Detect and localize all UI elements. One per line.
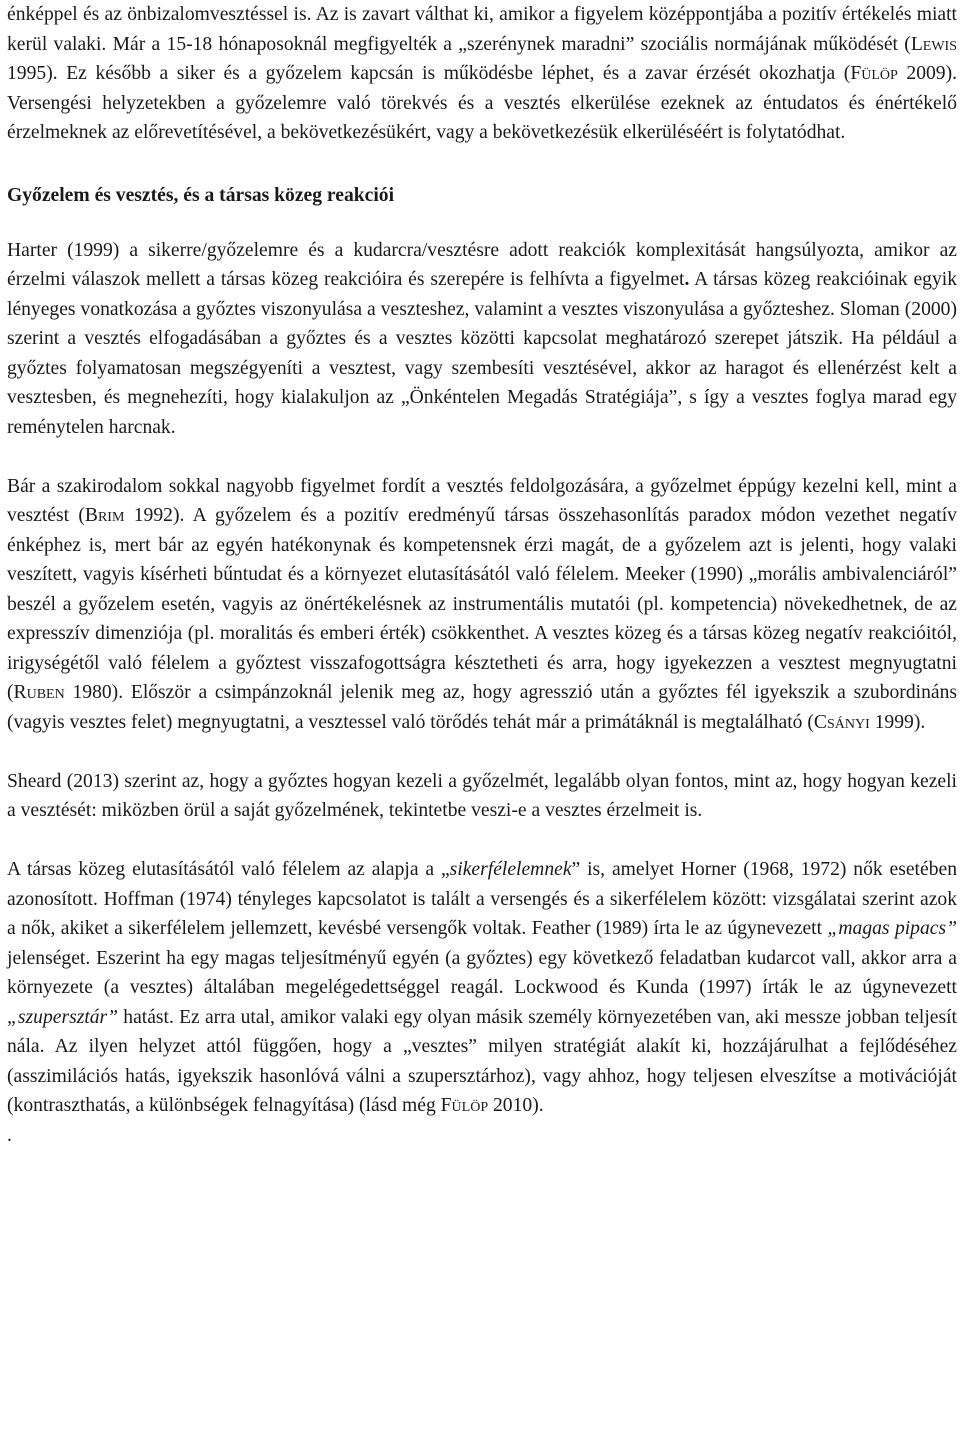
text-run: ” is, amelyet Horner (1968, 1972) nők esetében azonosított. Hoffman (1974) tényleges kapcsolatot is talált a versengés és a sikerfélelem között: vizsgálatai szerint azok a nők, akiket a sikerfélelem jellemzett, kevésbé versengők voltak. Feather (1989) írta le az úgynevezett: [7, 859, 957, 939]
text-run: Sheard (2013) szerint az, hogy a győztes hogyan kezeli a győzelmét, legalább olyan fontos, mint az, hogy hogyan kezeli a vesztését: miközben örül a saját győzelmének, tekintetbe veszi-e a vesztes érzelmeit is.: [7, 770, 957, 821]
text-run: Bár a szakirodalom sokkal nagyobb figyelmet fordít a vesztés feldolgozására, a győzelmet éppúgy kezelni kell, mint a vesztést (: [7, 475, 957, 526]
paragraph-harter: Harter (1999) a sikerre/győzelemre és a kudarcra/vesztésre adott reakciók komplexitását hangsúlyozta, amikor az érzelmi válaszok mellett a társas közeg reakcióira és szerepére is felhívta a figyelmet. A társas közeg reakcióinak egyik lényeges vonatkozása a győztes viszonyulása a veszteshez, valamint a vesztes viszonyulása a győzteshez. Sloman (2000) szerint a vesztés elfogadásában a győztes és a vesztes közötti kapcsolat meghatározó szerepet játszik. Ha például a győztes folyamatosan megszégyeníti a vesztest, vagy szembesíti vesztésével, akkor az haragot és ellenérzést kelt a vesztesben, és megnehezíti, hogy kialakuljon az „Önkéntelen Megadás Stratégiája”, s így a vesztes foglya marad egy reménytelen harcnak.: [7, 239, 957, 438]
text-run: 2009). Versengési helyzetekben a győzelemre való törekvés és a vesztés elkerülése ezeknek az éntudatos és énértékelő érzelmeknek az előrevetítésével, a bekövetkezésükért, vagy a bekövetkezésük elkerüléséért is folytatódhat.: [7, 63, 958, 143]
paragraph-intro: [7, 0, 957, 148]
citation-brim: Brim: [84, 505, 125, 526]
trailing-dot: .: [7, 1124, 12, 1146]
citation-fulop-2010: Fülöp: [440, 1095, 489, 1116]
citation-fulop-2009: Fülöp: [850, 63, 898, 84]
paragraph-sikerfelelem: [7, 855, 957, 1121]
emphasis-term: „magas pipacs”: [827, 918, 957, 939]
emphasis-term: „szupersztár”: [7, 1006, 119, 1028]
citation-ruben: Ruben: [13, 682, 65, 703]
emphasis-term: sikerfélelemnek: [449, 859, 572, 880]
text-run: 1980). Először a csimpánzoknál jelenik meg az, hogy agresszió után a győztes fél igyekszik a szubordináns (vagyis vesztes felet) megnyugtatni, a vesztessel való törődés tehát már a primátáknál is megtalálható (: [7, 682, 957, 733]
text-run: A társas közeg reakcióinak egyik lényeges vonatkozása a győztes viszonyulása a veszteshez, valamint a vesztes viszonyulása a győzteshez. Sloman (2000) szerint a vesztés elfogadásában a győztes és a vesztes közötti kapcsolat meghatározó szerepet játszik. Ha például a győztes folyamatosan megszégyeníti a vesztest, vagy szembesíti vesztésével, akkor az haragot és ellenérzést kelt a vesztesben, és megnehezíti, hogy kialakuljon az „Önkéntelen Megadás Stratégiája”, s így a vesztes foglya marad egy reménytelen harcnak.: [7, 269, 957, 438]
paragraph-gyozelem: [7, 472, 957, 738]
paragraph-sheard: [7, 767, 957, 826]
document-page: [7, 0, 957, 1150]
text-run: 1995). Ez később a siker és a győzelem kapcsán is működésbe léphet, és a zavar érzését okozhatja (: [7, 63, 851, 84]
text-run: 2010).: [488, 1095, 544, 1116]
text-run: A társas közeg elutasításától való félelem az alapja a „: [7, 859, 450, 880]
citation-lewis: Lewis: [910, 33, 957, 55]
citation-csanyi: Csányi: [813, 711, 870, 733]
text-run: 1992). A győzelem és a pozitív eredményű társas összehasonlítás paradox módon vezethet negatív énképhez is, mert bár az egyén hatékonynak és kompetensnek érzi magát, de a győzelem azt is jelenti, hogy valaki veszített, vagyis kísérheti bűntudat és a környezet elutasításától való félelem. Meeker (1990) „morális ambivalenciáról” beszél a győzelem esetén, vagyis az önértékelésnek az instrumentális mutatói (pl. kompetencia) növekedhetnek, de az expresszív dimenziója (pl. moralitás és emberi érték) csökkenthet. A vesztes közeg és a társas közeg negatív reakcióitól, irigységétől való félelem a győztest visszafogottságra késztetheti és arra, hogy igyekezzen a vesztest megnyugtatni (: [7, 505, 957, 703]
text-run: jelenséget. Eszerint ha egy magas teljesítményű egyén (a győztes) egy következő feladatban kudarcot vall, akkor arra a környezete (a vesztes) általában megelégedettséggel reagál. Lockwood és Kunda (1997) írták le az úgynevezett: [7, 947, 957, 998]
text-run: hatást. Ez arra utal, amikor valaki egy olyan másik személy környezetében van, aki messze jobban teljesít nála. Az ilyen helyzet attól függően, hogy a „vesztes” milyen stratégiát alakít ki, hozzájárulhat a fejlődéséhez (asszimilációs hatás, igyekszik hasonlóvá válni a szupersztárhoz), vagy ahhoz, hogy teljesen elveszítse a motivációját (kontraszthatás, a különbségek felnagyítása) (lásd még: [7, 1006, 957, 1116]
text-run: 1999).: [869, 711, 926, 733]
section-heading: Győzelem és vesztés, és a társas közeg reakciói: [7, 185, 395, 206]
text-run: énképpel és az önbizalomvesztéssel is. Az is zavart válthat ki, amikor a figyelem középpontjába a pozitív értékelés miatt kerül valaki. Már a 15-18 hónaposoknál megfigyelték a „szerénynek maradni” szociális normájának működését (: [7, 4, 957, 55]
text-run: Harter (1999) a sikerre/győzelemre és a kudarcra/vesztésre adott reakciók komplexitását hangsúlyozta, amikor az érzelmi válaszok mellett a társas közeg reakcióira és szerepére is felhívta a figyelmet: [7, 239, 957, 290]
